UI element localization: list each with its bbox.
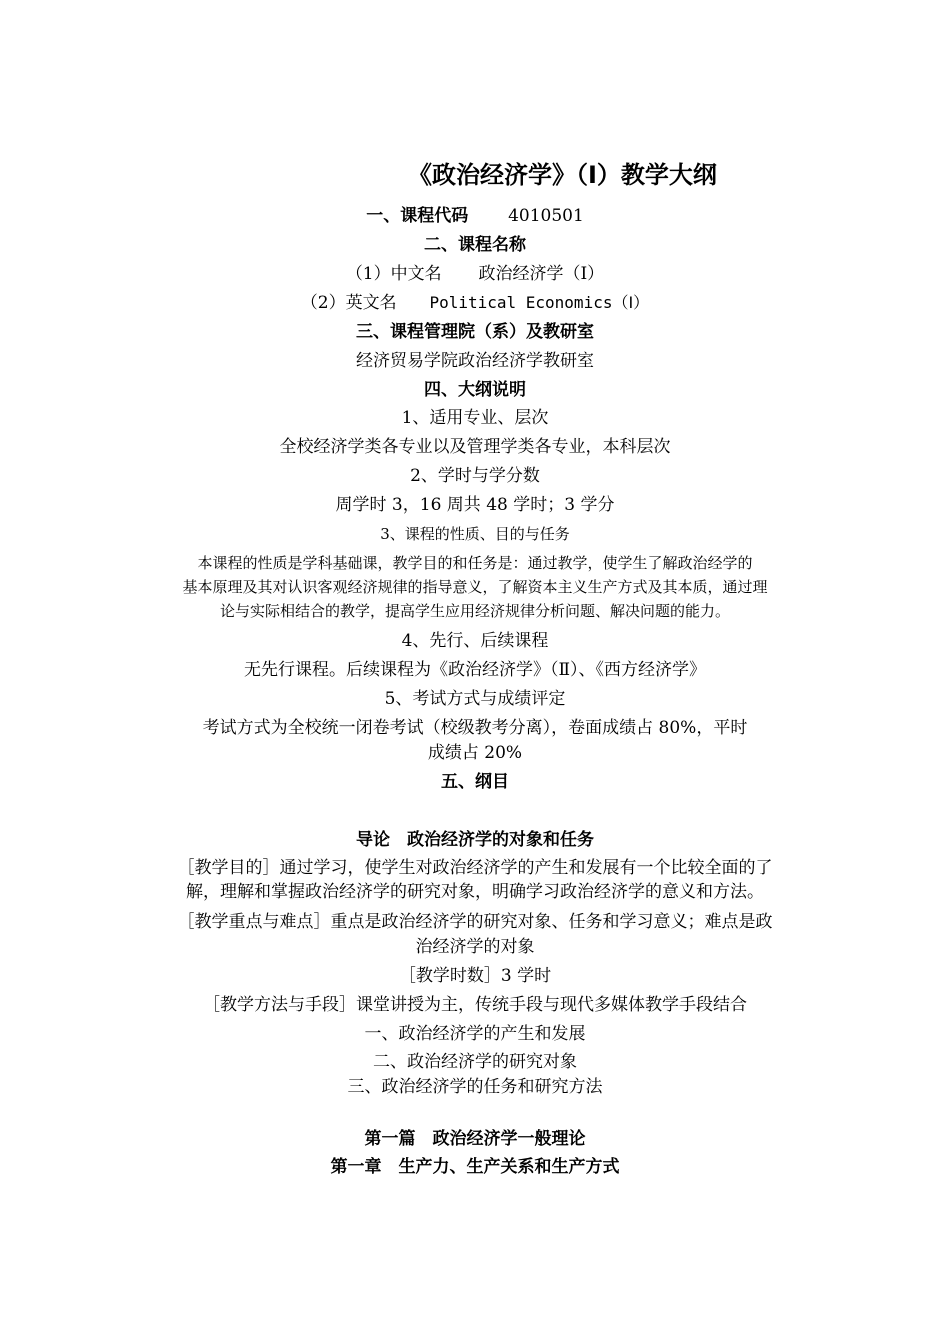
chinese-name-line [0,266,950,283]
document-title: 《政治经济学》（Ⅰ）教学大纲 [408,161,717,189]
hours-credits-label: 2、学时与学分数 [410,466,540,486]
course-nature-line-3: 论与实际相结合的教学，提高学生应用经济规律分析问题、解决问题的能力。 [219,602,730,620]
teaching-hours: ［教学时数］3 学时 [398,966,552,986]
course-nature-label: 3、课程的性质、目的与任务 [380,525,570,543]
department-heading: 三、课程管理院（系）及教研室 [356,322,594,342]
applicable-majors-label: 1、适用专业、层次 [401,408,549,428]
chapter-one-heading: 第一章 生产力、生产关系和生产方式 [330,1157,620,1177]
english-name-line [0,295,950,312]
chinese-name-value: 政治经济学（Ⅰ） [478,264,605,284]
key-points-line-2: 治经济学的对象 [415,937,535,957]
english-name-label: （2）英文名 [300,293,397,313]
intro-topic-3: 三、政治经济学的任务和研究方法 [347,1077,603,1097]
course-code-label: 一、课程代码 [366,206,469,226]
intro-heading: 导论 政治经济学的对象和任务 [356,830,594,850]
course-code-line [0,208,950,225]
hours-credits-text: 周学时 3，16 周共 48 学时；3 学分 [335,495,615,515]
course-nature-line-1: 本课程的性质是学科基础课，教学目的和任务是：通过教学，使学生了解政治经学的 [197,554,753,572]
intro-topic-2: 二、政治经济学的研究对象 [373,1052,577,1072]
english-name-value: Political Economics（Ⅰ） [429,293,650,312]
prerequisite-text: 无先行课程。后续课程为《政治经济学》（Ⅱ）、《西方经济学》 [243,660,707,680]
teaching-method: ［教学方法与手段］课堂讲授为主，传统手段与现代多媒体教学手段结合 [203,995,747,1015]
department-text: 经济贸易学院政治经济学教研室 [356,351,594,371]
syllabus-heading: 五、纲目 [441,772,509,792]
key-points-line-1: ［教学重点与难点］重点是政治经济学的研究对象、任务和学习意义；难点是政 [177,912,773,932]
part-one-heading: 第一篇 政治经济学一般理论 [364,1129,586,1149]
exam-text-line-1: 考试方式为全校统一闭卷考试（校级教考分离），卷面成绩占 80%，平时 [202,718,748,738]
chinese-name-label: （1）中文名 [345,264,442,284]
intro-topic-1: 一、政治经济学的产生和发展 [364,1024,586,1044]
exam-text-line-2: 成绩占 20% [427,743,523,763]
teaching-goal-line-2: 解，理解和掌握政治经济学的研究对象，明确学习政治经济学的意义和方法。 [186,882,764,902]
course-name-heading: 二、课程名称 [424,235,526,255]
course-nature-line-2: 基本原理及其对认识客观经济规律的指导意义，了解资本主义生产方式及其本质，通过理 [182,578,768,596]
exam-label: 5、考试方式与成绩评定 [384,689,566,709]
teaching-goal-line-1: ［教学目的］通过学习，使学生对政治经济学的产生和发展有一个比较全面的了 [177,858,773,878]
outline-notes-heading: 四、大纲说明 [424,380,526,400]
applicable-majors-text: 全校经济学类各专业以及管理学类各专业，本科层次 [279,437,671,457]
course-code-value: 4010501 [508,206,584,226]
prerequisite-label: 4、先行、后续课程 [401,631,549,651]
